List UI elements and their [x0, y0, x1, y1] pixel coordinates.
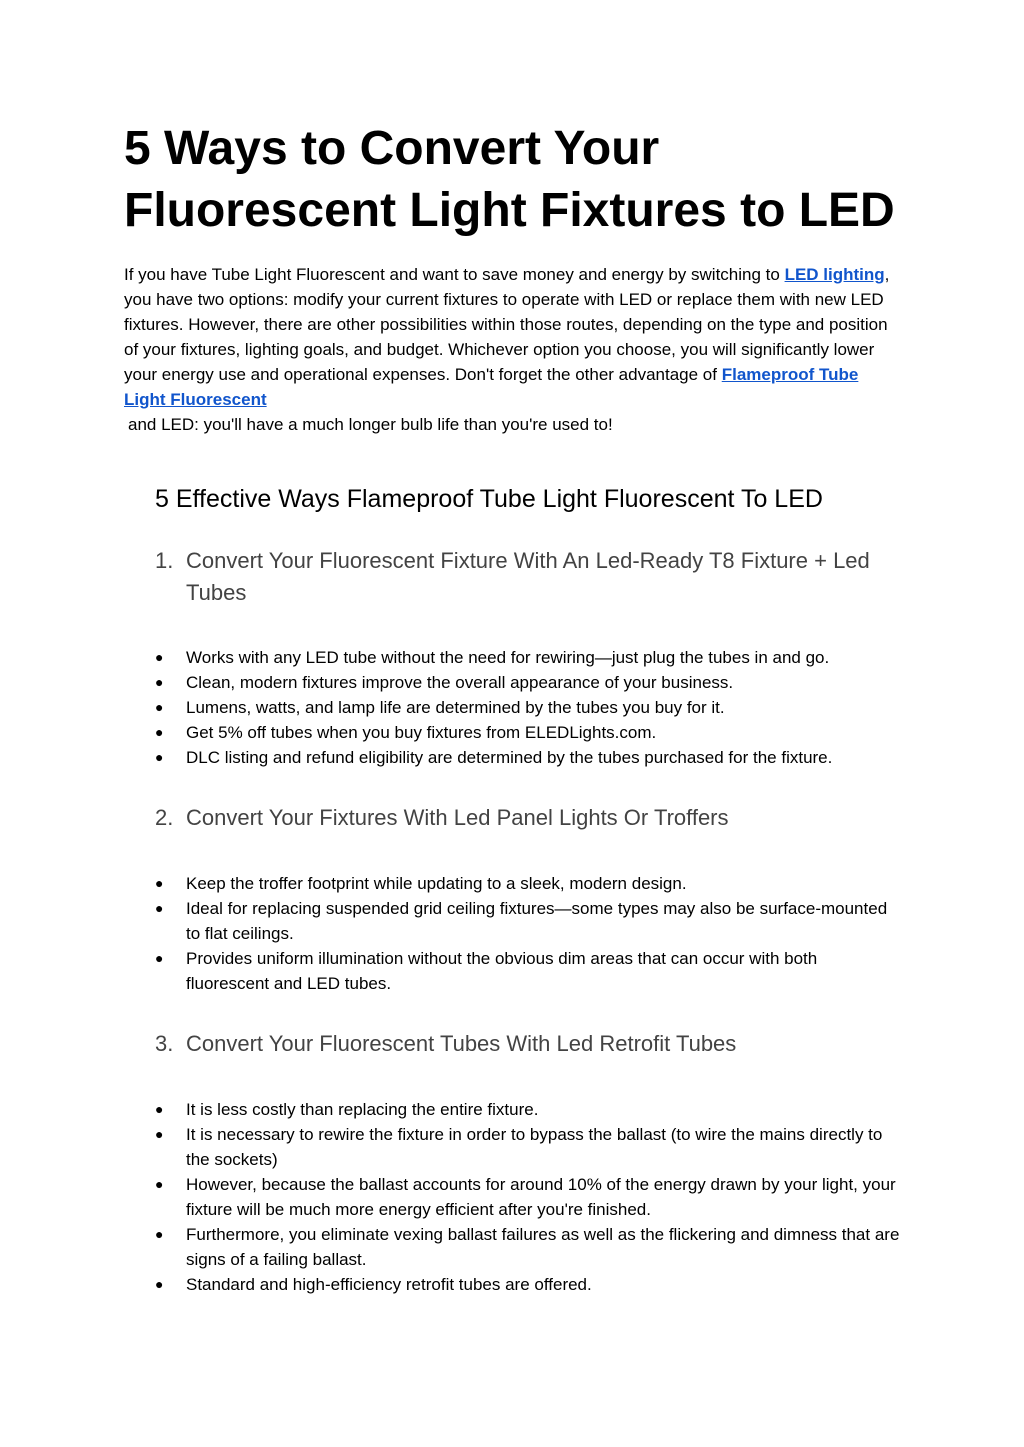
- bullet-list-2: [124, 871, 904, 996]
- flameproof-tube-light-link[interactable]: Flameproof Tube Light Fluorescent: [124, 365, 859, 409]
- intro-text-2: , you have two options: modify your current fixtures to operate with LED or replace them with new LED fixtures. However, there are other possibilities within those routes, depending on the type and position of your fixtures, lighting goals, and budget. Whichever option you choose, you will significantly lower your energy use and operational expenses. Don't forget the other advantage of: [124, 265, 890, 384]
- section-number: 2.: [155, 805, 174, 830]
- bullet-icon: ●: [155, 950, 164, 966]
- bullet-icon: ●: [155, 674, 164, 690]
- list-item-text: Ideal for replacing suspended grid ceiling fixtures—some types may also be surface-mounted to flat ceilings.: [186, 899, 888, 943]
- section-heading-text: Convert Your Fluorescent Tubes With Led Retrofit Tubes: [186, 1031, 737, 1056]
- section-heading-1: [124, 545, 904, 609]
- page-title: 5 Ways to Convert Your Fluorescent Light Fixtures to LED: [124, 122, 895, 237]
- list-item: [124, 896, 904, 946]
- bullet-list-3: [124, 1097, 904, 1297]
- list-item: [124, 1097, 904, 1122]
- led-lighting-link[interactable]: LED lighting: [784, 265, 885, 284]
- section-heading-text: Convert Your Fluorescent Fixture With An Led-Ready T8 Fixture + Led Tubes: [186, 548, 870, 605]
- bullet-icon: ●: [155, 649, 164, 665]
- bullet-icon: ●: [155, 724, 164, 740]
- list-item: [124, 871, 904, 896]
- list-item-text: Standard and high-efficiency retrofit tubes are offered.: [186, 1275, 592, 1294]
- bullet-icon: ●: [155, 1126, 164, 1142]
- section-number: 1.: [155, 548, 174, 573]
- list-item-text: Clean, modern fixtures improve the overall appearance of your business.: [186, 673, 734, 692]
- section-heading-3: [124, 1028, 904, 1060]
- intro-text-1: If you have Tube Light Fluorescent and want to save money and energy by switching to: [124, 265, 785, 284]
- list-item-text: It is less costly than replacing the entire fixture.: [186, 1100, 539, 1119]
- list-item-text: Keep the troffer footprint while updating to a sleek, modern design.: [186, 874, 687, 893]
- section-heading-2: [124, 802, 904, 834]
- section-number: 3.: [155, 1031, 174, 1056]
- list-item: [124, 1172, 904, 1222]
- list-item: [124, 745, 904, 770]
- bullet-icon: ●: [155, 749, 164, 765]
- bullet-icon: ●: [155, 1276, 164, 1292]
- list-item-text: DLC listing and refund eligibility are determined by the tubes purchased for the fixture.: [186, 748, 833, 767]
- list-item-text: Furthermore, you eliminate vexing ballast failures as well as the flickering and dimness that are signs of a failing ballast.: [186, 1225, 900, 1269]
- intro-text-3: and LED: you'll have a much longer bulb life than you're used to!: [128, 415, 613, 434]
- list-item: [124, 645, 904, 670]
- list-item: [124, 720, 904, 745]
- bullet-icon: ●: [155, 1101, 164, 1117]
- document-page: [124, 118, 904, 1297]
- bullet-icon: ●: [155, 875, 164, 891]
- list-item-text: However, because the ballast accounts for around 10% of the energy drawn by your light, your fixture will be much more energy efficient after you're finished.: [186, 1175, 896, 1219]
- section-subtitle: 5 Effective Ways Flameproof Tube Light Fluorescent To LED: [155, 485, 823, 513]
- bullet-list-1: [124, 645, 904, 770]
- section-heading-text: Convert Your Fixtures With Led Panel Lights Or Troffers: [186, 805, 729, 830]
- list-item: [124, 1222, 904, 1272]
- list-item: [124, 1272, 904, 1297]
- bullet-icon: ●: [155, 900, 164, 916]
- list-item-text: Works with any LED tube without the need for rewiring—just plug the tubes in and go.: [186, 648, 830, 667]
- list-item-text: Get 5% off tubes when you buy fixtures from ELEDLights.com.: [186, 723, 657, 742]
- intro-paragraph: [124, 262, 904, 437]
- bullet-icon: ●: [155, 1226, 164, 1242]
- list-item-text: Provides uniform illumination without the obvious dim areas that can occur with both fluorescent and LED tubes.: [186, 949, 818, 993]
- bullet-icon: ●: [155, 1176, 164, 1192]
- bullet-icon: ●: [155, 699, 164, 715]
- list-item: [124, 695, 904, 720]
- list-item: [124, 946, 904, 996]
- list-item-text: It is necessary to rewire the fixture in order to bypass the ballast (to wire the mains directly to the sockets): [186, 1125, 883, 1169]
- list-item: [124, 1122, 904, 1172]
- list-item-text: Lumens, watts, and lamp life are determined by the tubes you buy for it.: [186, 698, 725, 717]
- list-item: [124, 670, 904, 695]
